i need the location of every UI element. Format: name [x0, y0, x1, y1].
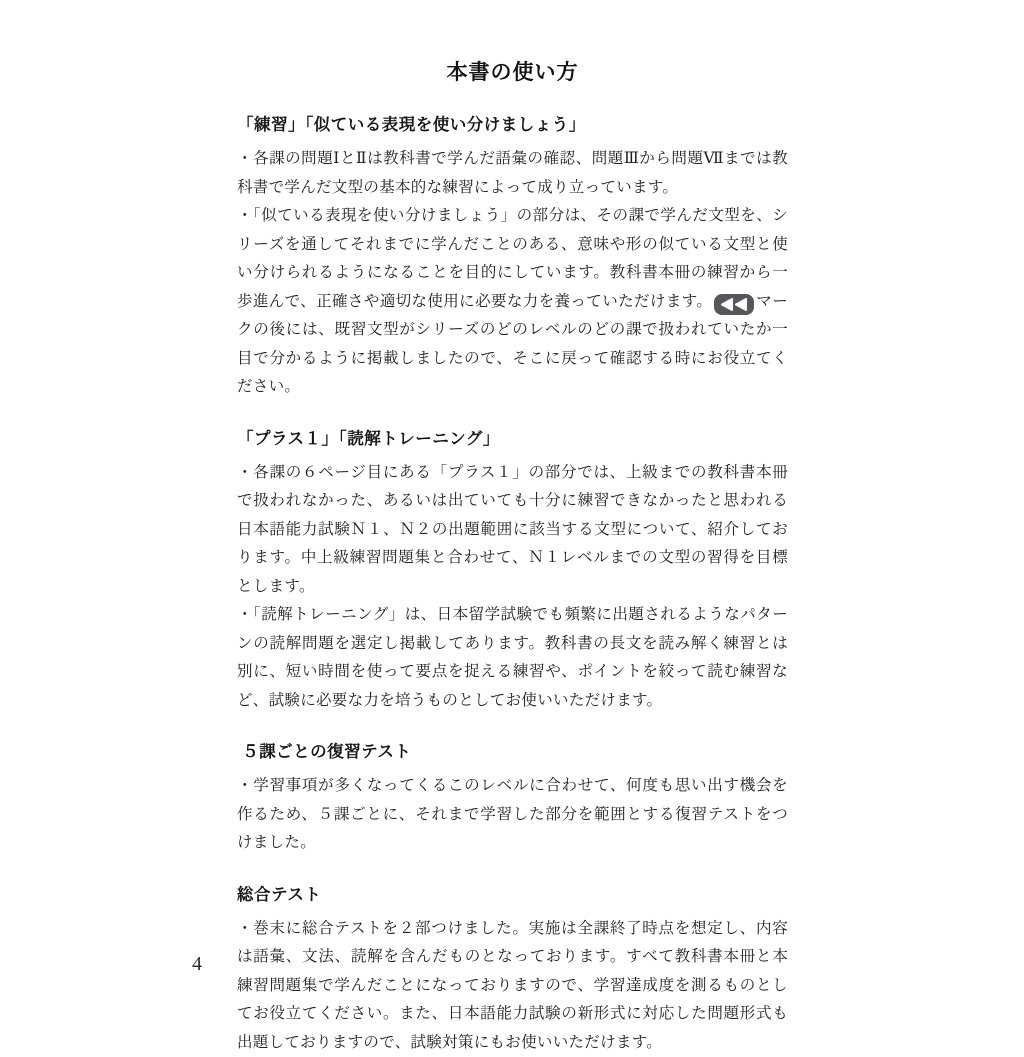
section-heading-practice: 「練習」「似ている表現を使い分けましょう」	[237, 113, 788, 138]
paragraph	[237, 459, 788, 602]
section-heading-comprehensive-test: 総合テスト	[237, 883, 788, 908]
paragraph-text: ・学習事項が多くなってくるこのレベルに合わせて、何度も思い出す機会を作るため、５課ごとに、それまで学習した部分を範囲とする復習テストをつけました。	[237, 777, 788, 851]
paragraph	[237, 772, 788, 858]
paragraph-text: マークの後には、既習文型がシリーズのどのレベルのどの課で扱われていたか一目で分かるように掲載しましたので、そこに戻って確認する時にお役立てください。	[237, 293, 788, 396]
section-practice	[237, 113, 788, 402]
section-comprehensive-test	[237, 883, 788, 1057]
rewind-icon	[714, 294, 754, 315]
section-heading-plus1-reading: 「プラス１」「読解トレーニング」	[237, 427, 788, 452]
paragraph-text: ・「似ている表現を使い分けましょう」の部分は、その課で学んだ文型を、シリーズを通してそれまでに学んだことのある、意味や形の似ている文型と使い分けられるようになることを目的にしています。教科書本冊の練習から一歩進んで、正確さや適切な使用に必要な力を養っていただけます。	[237, 207, 788, 310]
paragraph-text: ・各課の問題ⅠとⅡは教科書で学んだ語彙の確認、問題Ⅲから問題Ⅶまでは教科書で学んだ文型の基本的な練習によって成り立っています。	[237, 150, 788, 196]
section-plus1-reading	[237, 427, 788, 716]
paragraph	[237, 601, 788, 715]
section-review-test	[237, 740, 788, 858]
paragraph	[237, 202, 788, 402]
paragraph-text: ・巻末に総合テストを２部つけました。実施は全課終了時点を想定し、内容は語彙、文法、読解を含んだものとなっております。すべて教科書本冊と本練習問題集で学んだことになっておりますので、学習達成度を測るものとしてお役立てください。また、日本語能力試験の新形式に対応した問題形式も出題しておりますので、試験対策にもお使いいただけます。	[237, 920, 788, 1051]
section-heading-review-test: ５課ごとの復習テスト	[237, 740, 788, 765]
paragraph-text: ・各課の６ページ目にある「プラス１」の部分では、上級までの教科書本冊で扱われなかった、あるいは出ていても十分に練習できなかったと思われる日本語能力試験Ｎ１、Ｎ２の出題範囲に該当する文型について、紹介しております。中上級練習問題集と合わせて、Ｎ１レベルまでの文型の習得を目標とします。	[237, 464, 788, 595]
page-title: 本書の使い方	[237, 58, 788, 88]
page-number: 4	[192, 953, 202, 976]
paragraph	[237, 915, 788, 1057]
page-content	[237, 58, 788, 1057]
paragraph	[237, 145, 788, 202]
paragraph-text: ・「読解トレーニング」は、日本留学試験でも頻繁に出題されるようなパターンの読解問題を選定し掲載してあります。教科書の長文を読み解く練習とは別に、短い時間を使って要点を捉える練習や、ポイントを絞って読む練習など、試験に必要な力を培うものとしてお使いいただけます。	[237, 606, 788, 709]
